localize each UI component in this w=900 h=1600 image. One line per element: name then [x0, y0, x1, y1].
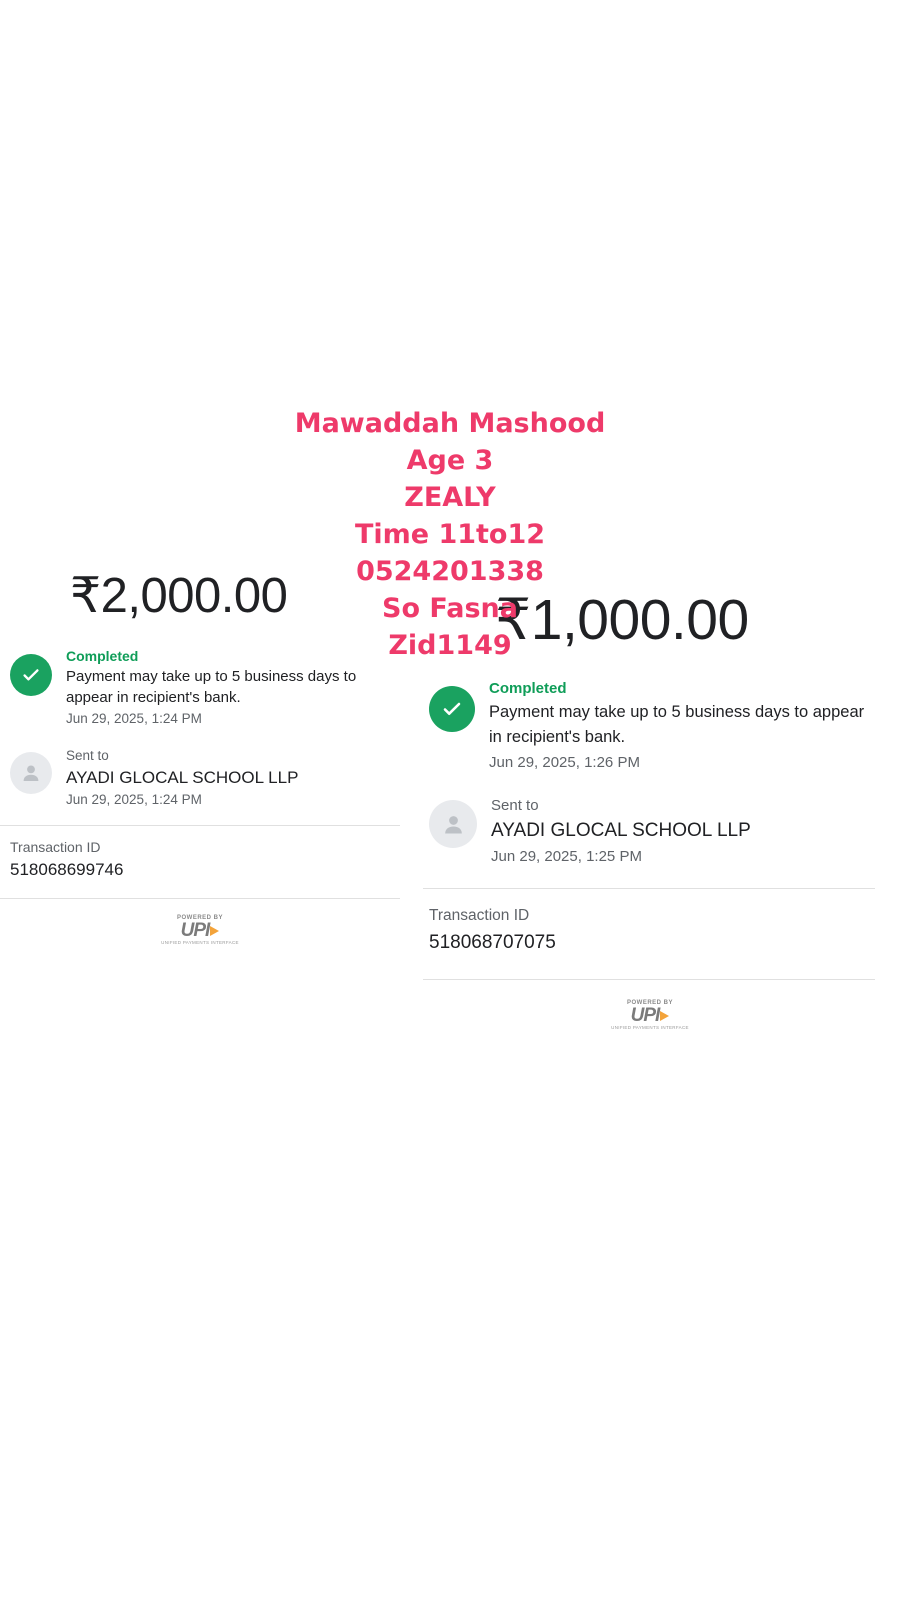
upi-branding	[0, 899, 400, 946]
recipient-text-block	[52, 746, 298, 811]
payment-amount: ₹2,000.00	[70, 569, 288, 623]
payment-receipt-right	[415, 578, 885, 1031]
overlay-line-6: So Fasna	[382, 593, 518, 624]
transaction-id-value: 518068699746	[10, 860, 124, 879]
overlay-line-2: Age 3	[406, 445, 494, 476]
overlay-line-5: 0524201338	[356, 556, 544, 587]
transaction-id-value: 518068707075	[429, 932, 556, 953]
recipient-section	[0, 736, 400, 819]
upi-powered-by-label: POWERED BY	[626, 1000, 673, 1006]
recipient-section	[415, 782, 885, 880]
overlay-line-7: Zid1149	[388, 630, 512, 661]
upi-wordmark	[611, 1006, 689, 1025]
status-timestamp: Jun 29, 2025, 1:24 PM	[66, 711, 202, 726]
recipient-text-block	[477, 794, 751, 870]
upi-subtitle: UNIFIED PAYMENTS INTERFACE	[611, 1025, 689, 1030]
transaction-id-section	[415, 889, 885, 971]
upi-arrow-icon	[210, 926, 219, 936]
status-description: Payment may take up to 5 business days to appear in recipient's bank.	[489, 703, 865, 746]
overlay-line-3: ZEALY	[404, 482, 496, 513]
status-section	[0, 632, 400, 736]
status-text-block	[475, 678, 875, 776]
check-circle-icon	[10, 654, 52, 696]
recipient-timestamp: Jun 29, 2025, 1:25 PM	[491, 848, 642, 865]
check-circle-icon	[429, 686, 475, 732]
status-text-block	[52, 646, 392, 730]
status-section	[415, 662, 885, 782]
upi-wordmark-text: UPI	[180, 920, 210, 941]
status-description: Payment may take up to 5 business days to appear in recipient's bank.	[66, 668, 357, 706]
transaction-id-label: Transaction ID	[429, 907, 530, 924]
upi-wordmark-text: UPI	[630, 1005, 660, 1026]
sent-to-label: Sent to	[66, 748, 109, 763]
payment-amount: ₹1,000.00	[495, 588, 749, 652]
upi-subtitle: UNIFIED PAYMENTS INTERFACE	[161, 940, 239, 945]
status-timestamp: Jun 29, 2025, 1:26 PM	[489, 754, 640, 771]
avatar	[429, 800, 477, 848]
payment-receipt-left	[0, 560, 400, 946]
status-badge: Completed	[66, 648, 139, 664]
recipient-name: AYADI GLOCAL SCHOOL LLP	[66, 768, 299, 787]
upi-logo	[161, 915, 239, 946]
sent-to-label: Sent to	[491, 797, 539, 814]
upi-arrow-icon	[660, 1011, 669, 1021]
avatar	[10, 752, 52, 794]
recipient-timestamp: Jun 29, 2025, 1:24 PM	[66, 792, 202, 807]
overlay-line-1: Mawaddah Mashood	[294, 408, 606, 439]
overlay-line-4: Time 11to12	[354, 519, 546, 550]
status-badge: Completed	[489, 680, 567, 697]
upi-branding	[415, 980, 885, 1031]
transaction-id-label: Transaction ID	[10, 839, 101, 855]
recipient-name: AYADI GLOCAL SCHOOL LLP	[491, 820, 751, 841]
upi-logo	[611, 1000, 689, 1031]
upi-wordmark	[161, 921, 239, 940]
transaction-id-section	[0, 826, 400, 892]
upi-powered-by-label: POWERED BY	[176, 915, 223, 921]
